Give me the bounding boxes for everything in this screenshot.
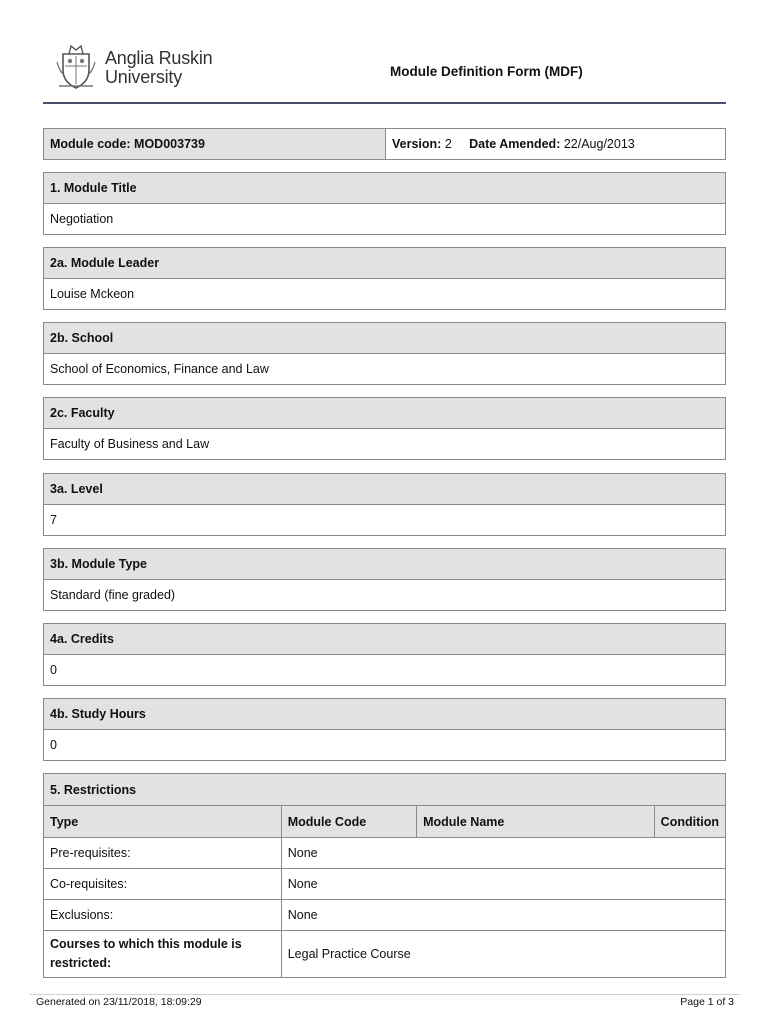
restriction-module-code: None — [281, 869, 725, 900]
section-faculty — [43, 397, 726, 460]
table-row — [44, 869, 726, 900]
generated-timestamp: Generated on 23/11/2018, 18:09:29 — [36, 996, 202, 1008]
section-label: 4a. Credits — [44, 624, 725, 655]
table-row — [44, 900, 726, 931]
section-module-leader — [43, 247, 726, 310]
section-label: 3b. Module Type — [44, 549, 725, 580]
restriction-type: Pre-requisites: — [44, 838, 282, 869]
footer-divider — [30, 994, 740, 995]
university-name-line2: University — [105, 67, 183, 87]
table-row — [44, 838, 726, 869]
form-title: Module Definition Form (MDF) — [390, 64, 583, 79]
section-value: Standard (fine graded) — [50, 588, 176, 602]
section-label: 4b. Study Hours — [44, 699, 725, 730]
table-row — [44, 931, 726, 978]
restriction-type: Co-requisites: — [44, 869, 282, 900]
page-number: Page 1 of 3 — [680, 996, 734, 1008]
section-value: Faculty of Business and Law — [50, 437, 210, 451]
section-label: 3a. Level — [44, 474, 725, 505]
restriction-module-code: None — [281, 900, 725, 931]
section-credits — [43, 623, 726, 686]
section-label: 2c. Faculty — [44, 398, 725, 429]
restrictions-table — [43, 773, 726, 978]
column-header-type: Type — [44, 806, 282, 838]
column-header-condition: Condition — [654, 806, 725, 838]
version-date-cell — [386, 129, 725, 159]
section-label: 1. Module Title — [44, 173, 725, 204]
module-code-value: MOD003739 — [134, 137, 205, 151]
section-value: 0 — [50, 738, 57, 752]
version-value: 2 — [444, 137, 452, 151]
section-value: Louise Mckeon — [50, 287, 135, 301]
module-code-row — [43, 128, 726, 160]
column-header-module-code: Module Code — [281, 806, 416, 838]
restriction-module-code: None — [281, 838, 725, 869]
date-amended-value: 22/Aug/2013 — [563, 137, 635, 151]
section-value: 0 — [50, 663, 57, 677]
section-value: 7 — [50, 513, 57, 527]
section-module-title — [43, 172, 726, 235]
section-module-type — [43, 548, 726, 611]
crest-icon — [55, 40, 97, 90]
column-header-module-name: Module Name — [417, 806, 655, 838]
university-name-line1: Anglia Ruskin — [105, 48, 213, 68]
courses-restricted-label: Courses to which this module is restricted: — [44, 931, 282, 978]
section-label: 2a. Module Leader — [44, 248, 725, 279]
restrictions-title: 5. Restrictions — [44, 774, 726, 806]
version-label: Version: — [392, 137, 442, 151]
date-amended-label: Date Amended: — [469, 137, 561, 151]
module-code-label: Module code: — [50, 137, 131, 151]
section-value: Negotiation — [50, 212, 114, 226]
section-level — [43, 473, 726, 536]
university-logo — [55, 40, 225, 90]
header-divider — [43, 102, 726, 104]
section-study-hours — [43, 698, 726, 761]
section-label: 2b. School — [44, 323, 725, 354]
section-value: School of Economics, Finance and Law — [50, 362, 269, 376]
section-school — [43, 322, 726, 385]
module-code-cell — [44, 129, 386, 159]
restriction-type: Exclusions: — [44, 900, 282, 931]
courses-restricted-value: Legal Practice Course — [281, 931, 725, 978]
